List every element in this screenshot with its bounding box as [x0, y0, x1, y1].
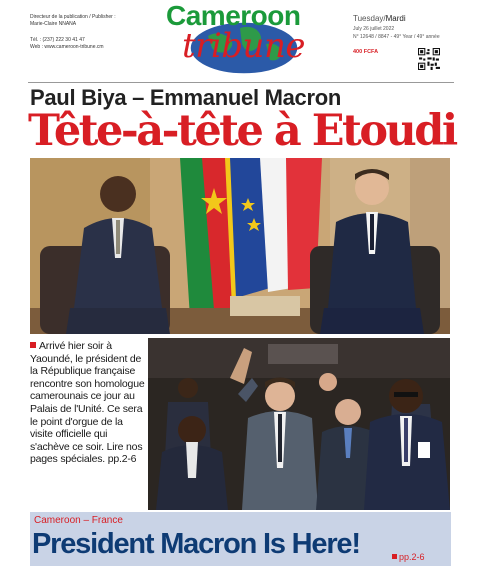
cameroon-tribune-logo [162, 0, 322, 76]
day-en: Tuesday/ [353, 14, 386, 23]
website: Web : www.cameroon-tribune.cm [30, 44, 104, 50]
publication-info [30, 14, 116, 51]
publisher-name: Marie-Claire NNANA [30, 21, 77, 27]
day-fr: Mardi [385, 14, 406, 23]
issue-day [353, 14, 440, 23]
kicker-headline: Paul Biya – Emmanuel Macron [30, 85, 342, 110]
publisher-label: Directeur de la publication / Publisher : [30, 14, 116, 20]
logo-cameroon: Cameroon [166, 0, 301, 31]
bullet-icon [30, 342, 36, 348]
issue-date: July 26 juillet 2022 [353, 26, 395, 32]
lede-paragraph [30, 340, 146, 466]
lede-text: Arrivé hier soir à Yaoundé, le président de la République française rencontre son homologue camerounais ce jour au Palais de l'Unité. Ce sera le point d'orgue de la visite officielle qui s'achève ce soir. Lire nos pages spéciales. pp.2-6 [30, 340, 145, 466]
qr-code-icon [418, 48, 440, 70]
main-headline: Tête-à-tête à Etoudi [28, 106, 456, 156]
bottom-banner [30, 512, 451, 566]
banner-section-label: Cameroon – France [34, 515, 123, 526]
main-photo [30, 158, 450, 334]
masthead [0, 0, 481, 78]
banner-headline: President Macron Is Here! [32, 528, 360, 560]
price: 400 FCFA [353, 49, 379, 55]
logo-tribune: tribune [182, 26, 305, 66]
masthead-divider [28, 82, 454, 83]
france-flag [230, 158, 322, 298]
phone-number: Tél. : (237) 222 30 41 47 [30, 37, 85, 43]
banner-page-ref-text: pp.2-6 [399, 552, 425, 562]
issue-number: N° 12648 / 8847 - 49° Year / 49° année [353, 34, 440, 40]
banner-page-ref [392, 552, 425, 562]
bullet-icon [392, 554, 397, 559]
arrival-photo [148, 338, 450, 510]
